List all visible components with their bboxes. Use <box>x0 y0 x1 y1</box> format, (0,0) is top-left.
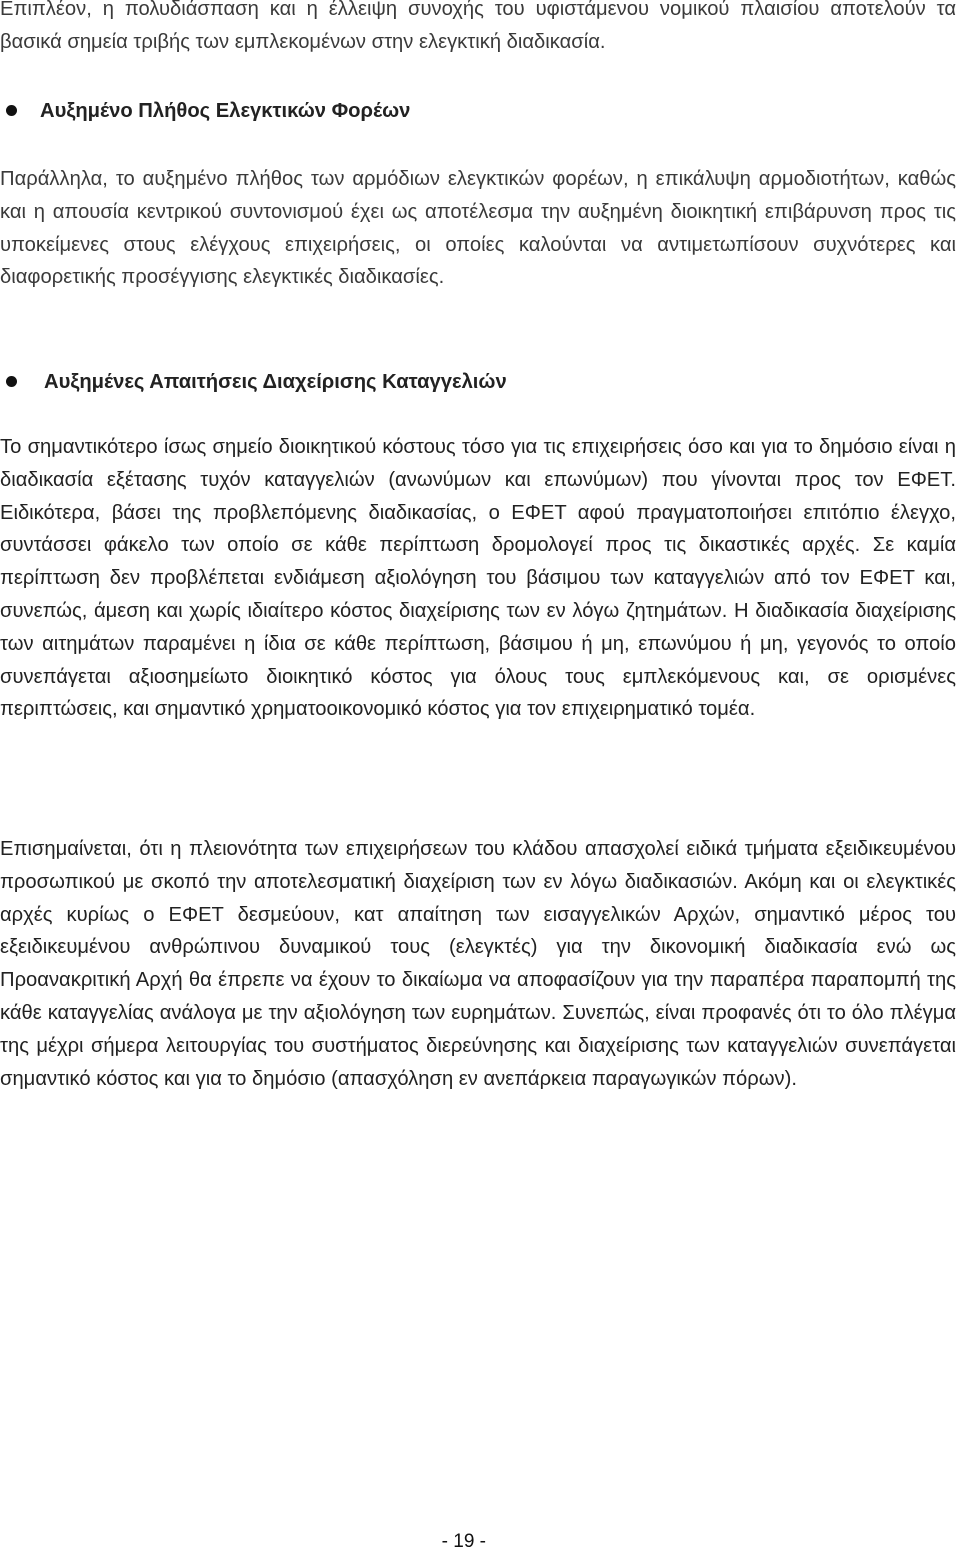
closing-paragraph: Επισημαίνεται, ότι η πλειονότητα των επιχειρήσεων του κλάδου απασχολεί ειδικά τμήματα εξειδικευμένου προσωπικού με σκοπό την αποτελεσματική διαχείριση των εν λόγω διαδικασιών. Ακόμη και οι ελεγκτικές αρχές κυρίως ο ΕΦΕΤ δεσμεύουν, κατ απαίτηση των εισαγγελικών Αρχών, σημαντικό μέρος του εξειδικευμένου ανθρώπινου δυναμικού τους (ελεγκτές) για την δικονομική διαδικασία ενώ ως Προανακριτική Αρχή θα έπρεπε να έχουν το δικαίωμα να αποφασίζουν για την παραπέρα παραπομπή της κάθε καταγγελίας ανάλογα με την αξιολόγηση των ευρημάτων. Συνεπώς, είναι προφανές ότι το όλο πλέγμα της μέχρι σήμερα λειτουργίας του συστήματος διερεύνησης και διαχείρισης των καταγγελιών συνεπάγεται σημαντικό κόστος και για το δημόσιο (απασχόληση εν ανεπάρκεια παραγωγικών πόρων). <box>0 838 956 1090</box>
section-paragraph-2: Το σημαντικότερο ίσως σημείο διοικητικού κόστους τόσο για τις επιχειρήσεις όσο και για το δημόσιο είναι η διαδικασία εξέτασης τυχόν καταγγελιών (ανωνύμων και επωνύμων) που γίνονται προς τον ΕΦΕΤ. Ειδικότερα, βάσει της προβλεπόμενης διαδικασίας, ο ΕΦΕΤ αφού πραγματοποιήσει επιτόπιο έλεγχο, συντάσσει φάκελο των οποίο σε κάθε περίπτωση δρομολογεί προς τις δικαστικές αρχές. Σε καμία περίπτωση δεν προβλέπεται ενδιάμεση αξιολόγηση του βάσιμου των καταγγελιών από τον ΕΦΕΤ και, συνεπώς, άμεση και χωρίς ιδιαίτερο κόστος διαχείρισης των εν λόγω ζητημάτων. Η διαδικασία διαχείρισης των αιτημάτων παραμένει η ίδια σε κάθε περίπτωση, βάσιμου ή μη, επωνύμου ή μη, γεγονός το οποίο συνεπάγεται αξιοσημείωτο διοικητικό κόστος για όλους τους εμπλεκόμενους και, σε ορισμένες περιπτώσεις, και σημαντικό χρηματοοικονομικό κόστος για τον επιχειρηματικό τομέα. <box>0 436 956 721</box>
section-paragraph-1: Παράλληλα, το αυξημένο πλήθος των αρμόδιων ελεγκτικών φορέων, η επικάλυψη αρμοδιοτήτων, καθώς και η απουσία κεντρικού συντονισμού έχει ως αποτέλεσμα την αυξημένη διοικητική επιβάρυνση προς τις υποκείμενες στους ελέγχους επιχειρήσεις, οι οποίες καλούνται να αντιμετωπίσουν συχνότερες και διαφορετικής προσέγγισης ελεγκτικές διαδικασίες. <box>0 168 956 289</box>
bullet-icon <box>6 105 17 116</box>
bullet-icon <box>6 376 17 387</box>
section-heading-1 <box>0 94 956 128</box>
intro-paragraph: Επιπλέον, η πολυδιάσπαση και η έλλειψη συνοχής του υφιστάμενου νομικού πλαισίου αποτελούν τα βασικά σημεία τριβής των εμπλεκομένων στην ελεγκτική διαδικασία. <box>0 0 956 53</box>
page-number-text: - 19 - <box>441 1531 486 1552</box>
section-heading-1-text: Αυξημένο Πλήθος Ελεγκτικών Φορέων <box>40 100 411 122</box>
section-heading-2 <box>0 365 956 399</box>
section-heading-2-text: Αυξημένες Απαιτήσεις Διαχείρισης Καταγγελιών <box>44 371 507 393</box>
